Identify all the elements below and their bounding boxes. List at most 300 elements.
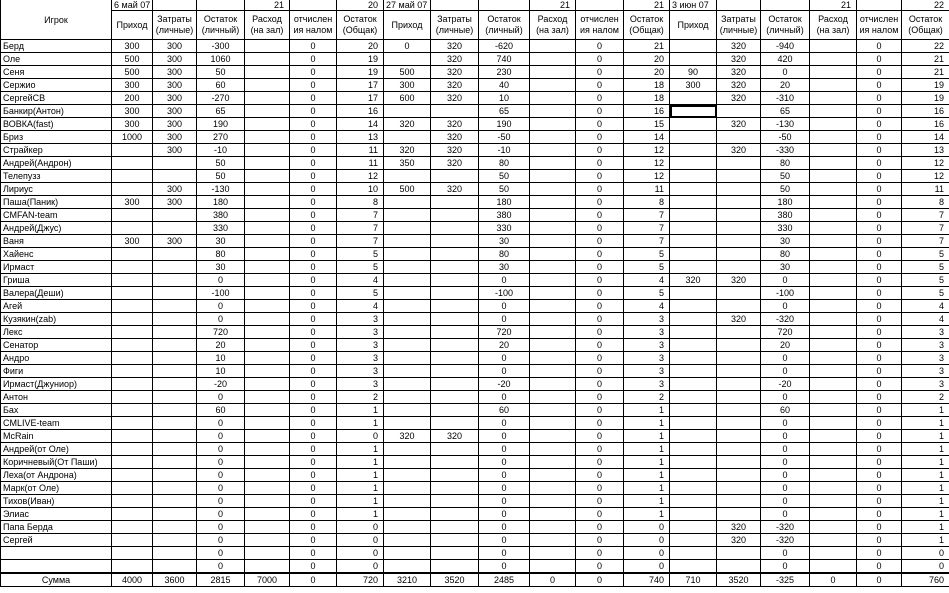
cell[interactable]: 1 xyxy=(624,469,670,482)
cell[interactable] xyxy=(717,469,761,482)
cell[interactable] xyxy=(112,339,153,352)
cell[interactable]: 300 xyxy=(153,118,197,131)
cell[interactable] xyxy=(431,222,479,235)
total-cell[interactable]: 2485 xyxy=(479,573,530,587)
cell[interactable] xyxy=(153,443,197,456)
cell[interactable] xyxy=(810,235,857,248)
cell[interactable] xyxy=(717,248,761,261)
header-cell[interactable] xyxy=(431,0,479,11)
header-cell[interactable] xyxy=(153,0,197,11)
cell[interactable]: 1 xyxy=(902,482,949,495)
cell[interactable]: 320 xyxy=(384,118,431,131)
cell[interactable] xyxy=(670,40,717,53)
cell[interactable]: 330 xyxy=(479,222,530,235)
cell[interactable]: 320 xyxy=(717,144,761,157)
cell[interactable] xyxy=(245,53,290,66)
cell[interactable]: -50 xyxy=(761,131,810,144)
cell[interactable]: 0 xyxy=(761,417,810,430)
cell[interactable]: 0 xyxy=(290,521,337,534)
cell[interactable] xyxy=(717,391,761,404)
cell[interactable] xyxy=(530,183,576,196)
cell[interactable]: 0 xyxy=(761,66,810,79)
cell[interactable]: 0 xyxy=(337,430,384,443)
cell[interactable]: 0 xyxy=(576,313,624,326)
cell[interactable]: 5 xyxy=(337,261,384,274)
cell[interactable] xyxy=(245,157,290,170)
cell[interactable]: 0 xyxy=(290,196,337,209)
cell[interactable] xyxy=(431,196,479,209)
cell[interactable] xyxy=(384,547,431,560)
cell[interactable]: -130 xyxy=(197,183,245,196)
cell[interactable] xyxy=(245,196,290,209)
cell[interactable]: 5 xyxy=(902,261,949,274)
cell[interactable]: 0 xyxy=(857,391,902,404)
player-name[interactable]: Телепузз xyxy=(1,170,112,183)
cell[interactable]: 0 xyxy=(761,391,810,404)
cell[interactable]: 8 xyxy=(624,196,670,209)
cell[interactable]: 320 xyxy=(717,53,761,66)
cell[interactable] xyxy=(384,378,431,391)
cell[interactable]: 320 xyxy=(384,430,431,443)
cell[interactable] xyxy=(384,391,431,404)
player-name[interactable]: Банкир(Антон) xyxy=(1,105,112,118)
cell[interactable] xyxy=(384,53,431,66)
cell[interactable] xyxy=(384,521,431,534)
player-name[interactable] xyxy=(1,560,112,574)
cell[interactable] xyxy=(431,417,479,430)
cell[interactable]: 3 xyxy=(902,352,949,365)
cell[interactable]: 0 xyxy=(290,235,337,248)
column-header[interactable]: Остаток (личный) xyxy=(197,11,245,40)
cell[interactable]: 0 xyxy=(761,365,810,378)
cell[interactable]: 0 xyxy=(197,443,245,456)
cell[interactable] xyxy=(670,248,717,261)
cell[interactable]: 0 xyxy=(576,560,624,574)
cell[interactable]: 300 xyxy=(153,79,197,92)
cell[interactable] xyxy=(530,430,576,443)
cell[interactable]: 0 xyxy=(857,313,902,326)
cell[interactable]: 0 xyxy=(479,391,530,404)
cell[interactable] xyxy=(153,378,197,391)
cell[interactable]: 14 xyxy=(337,118,384,131)
cell[interactable] xyxy=(431,495,479,508)
cell[interactable]: 0 xyxy=(857,378,902,391)
player-name[interactable]: Андро xyxy=(1,352,112,365)
cell[interactable]: 0 xyxy=(857,209,902,222)
cell[interactable]: 320 xyxy=(717,534,761,547)
cell[interactable]: 5 xyxy=(624,287,670,300)
cell[interactable] xyxy=(717,261,761,274)
column-header[interactable]: отчислен ия налом xyxy=(857,11,902,40)
cell[interactable] xyxy=(153,365,197,378)
cell[interactable] xyxy=(245,339,290,352)
cell[interactable] xyxy=(153,261,197,274)
cell[interactable]: 1060 xyxy=(197,53,245,66)
header-cell[interactable] xyxy=(290,0,337,11)
player-name[interactable]: Антон xyxy=(1,391,112,404)
player-name[interactable]: Берд xyxy=(1,40,112,53)
block-count-2[interactable]: 20 xyxy=(337,0,384,11)
cell[interactable]: 0 xyxy=(761,508,810,521)
cell[interactable]: 0 xyxy=(290,118,337,131)
cell[interactable]: 1 xyxy=(624,456,670,469)
cell[interactable]: 320 xyxy=(431,92,479,105)
cell[interactable] xyxy=(245,313,290,326)
cell[interactable] xyxy=(810,287,857,300)
cell[interactable] xyxy=(530,456,576,469)
cell[interactable]: 320 xyxy=(431,131,479,144)
cell[interactable]: 320 xyxy=(717,118,761,131)
cell[interactable]: 10 xyxy=(479,92,530,105)
cell[interactable] xyxy=(810,105,857,118)
cell[interactable]: -100 xyxy=(197,287,245,300)
cell[interactable] xyxy=(245,365,290,378)
cell[interactable]: 0 xyxy=(576,79,624,92)
cell[interactable] xyxy=(245,508,290,521)
cell[interactable]: 4 xyxy=(902,300,949,313)
cell[interactable] xyxy=(670,547,717,560)
cell[interactable]: 0 xyxy=(197,456,245,469)
cell[interactable] xyxy=(245,430,290,443)
cell[interactable] xyxy=(153,521,197,534)
player-name[interactable]: Коричневый(От Паши) xyxy=(1,456,112,469)
cell[interactable]: 0 xyxy=(761,456,810,469)
cell[interactable]: -270 xyxy=(197,92,245,105)
cell[interactable]: 1 xyxy=(337,508,384,521)
cell[interactable]: 0 xyxy=(857,274,902,287)
cell[interactable] xyxy=(530,287,576,300)
cell[interactable] xyxy=(245,222,290,235)
cell[interactable]: 0 xyxy=(290,274,337,287)
cell[interactable] xyxy=(153,157,197,170)
cell[interactable] xyxy=(384,248,431,261)
cell[interactable]: 0 xyxy=(479,521,530,534)
cell[interactable]: 12 xyxy=(902,157,949,170)
cell[interactable]: 0 xyxy=(624,547,670,560)
cell[interactable]: 50 xyxy=(761,183,810,196)
cell[interactable]: 500 xyxy=(112,66,153,79)
cell[interactable]: 380 xyxy=(197,209,245,222)
cell[interactable] xyxy=(530,157,576,170)
cell[interactable] xyxy=(431,339,479,352)
cell[interactable]: -330 xyxy=(761,144,810,157)
cell[interactable] xyxy=(530,53,576,66)
cell[interactable] xyxy=(384,560,431,574)
cell[interactable]: 0 xyxy=(197,300,245,313)
player-name[interactable]: Сенатор xyxy=(1,339,112,352)
cell[interactable] xyxy=(431,365,479,378)
total-cell[interactable]: 0 xyxy=(857,573,902,587)
cell[interactable]: 0 xyxy=(479,534,530,547)
cell[interactable] xyxy=(810,66,857,79)
cell[interactable] xyxy=(670,378,717,391)
cell[interactable]: 0 xyxy=(479,430,530,443)
cell[interactable]: 0 xyxy=(197,430,245,443)
cell[interactable]: 0 xyxy=(857,118,902,131)
cell[interactable]: 0 xyxy=(576,352,624,365)
cell[interactable]: 0 xyxy=(290,66,337,79)
cell[interactable]: 0 xyxy=(290,248,337,261)
cell[interactable] xyxy=(431,105,479,118)
cell[interactable]: 0 xyxy=(290,352,337,365)
cell[interactable]: 1 xyxy=(902,404,949,417)
player-name[interactable]: Лекс xyxy=(1,326,112,339)
cell[interactable]: 300 xyxy=(112,79,153,92)
cell[interactable]: 1 xyxy=(902,534,949,547)
cell[interactable] xyxy=(153,222,197,235)
cell[interactable]: 1 xyxy=(337,417,384,430)
cell[interactable]: 320 xyxy=(431,79,479,92)
cell[interactable]: 0 xyxy=(857,339,902,352)
cell[interactable]: 0 xyxy=(197,508,245,521)
cell[interactable]: 300 xyxy=(384,79,431,92)
player-name[interactable]: Сержио xyxy=(1,79,112,92)
cell[interactable]: 0 xyxy=(337,560,384,574)
cell[interactable]: 0 xyxy=(290,287,337,300)
cell[interactable]: 300 xyxy=(153,196,197,209)
header-cell[interactable] xyxy=(197,0,245,11)
cell[interactable] xyxy=(810,430,857,443)
player-name[interactable]: Лириус xyxy=(1,183,112,196)
cell[interactable]: 5 xyxy=(902,248,949,261)
cell[interactable]: 14 xyxy=(624,131,670,144)
cell[interactable]: 300 xyxy=(112,118,153,131)
cell[interactable] xyxy=(670,118,717,131)
cell[interactable] xyxy=(670,300,717,313)
cell[interactable]: 190 xyxy=(479,118,530,131)
cell[interactable] xyxy=(670,144,717,157)
player-name[interactable]: Ваня xyxy=(1,235,112,248)
cell[interactable]: 0 xyxy=(576,118,624,131)
cell[interactable]: 0 xyxy=(197,521,245,534)
cell[interactable]: 300 xyxy=(153,105,197,118)
cell[interactable] xyxy=(153,326,197,339)
cell[interactable]: 300 xyxy=(153,144,197,157)
cell[interactable]: 180 xyxy=(761,196,810,209)
cell[interactable]: 0 xyxy=(857,482,902,495)
cell[interactable] xyxy=(717,430,761,443)
cell[interactable]: 0 xyxy=(290,170,337,183)
cell[interactable]: 4 xyxy=(624,274,670,287)
cell[interactable] xyxy=(810,326,857,339)
cell[interactable]: 1 xyxy=(337,404,384,417)
cell[interactable] xyxy=(670,456,717,469)
cell[interactable] xyxy=(810,495,857,508)
cell[interactable] xyxy=(245,287,290,300)
cell[interactable] xyxy=(112,456,153,469)
cell[interactable] xyxy=(810,391,857,404)
cell[interactable]: 16 xyxy=(624,105,670,118)
cell[interactable]: 0 xyxy=(290,157,337,170)
total-label[interactable]: Сумма xyxy=(1,573,112,587)
cell[interactable]: 720 xyxy=(761,326,810,339)
cell[interactable]: 1 xyxy=(902,456,949,469)
cell[interactable] xyxy=(717,326,761,339)
cell[interactable] xyxy=(717,508,761,521)
cell[interactable]: 0 xyxy=(290,508,337,521)
cell[interactable]: -620 xyxy=(479,40,530,53)
cell[interactable]: 0 xyxy=(576,183,624,196)
cell[interactable]: 8 xyxy=(337,196,384,209)
cell[interactable] xyxy=(112,404,153,417)
cell[interactable] xyxy=(670,417,717,430)
cell[interactable]: -100 xyxy=(479,287,530,300)
cell[interactable]: 30 xyxy=(761,261,810,274)
cell[interactable]: 0 xyxy=(337,534,384,547)
cell[interactable]: 7 xyxy=(902,235,949,248)
cell[interactable]: 1 xyxy=(624,495,670,508)
cell[interactable]: 720 xyxy=(479,326,530,339)
cell[interactable]: 0 xyxy=(761,300,810,313)
cell[interactable] xyxy=(717,196,761,209)
cell[interactable] xyxy=(245,404,290,417)
cell[interactable]: 60 xyxy=(197,404,245,417)
cell[interactable]: 5 xyxy=(902,287,949,300)
cell[interactable]: 1 xyxy=(624,482,670,495)
cell[interactable]: 1 xyxy=(902,521,949,534)
cell[interactable] xyxy=(384,469,431,482)
cell[interactable] xyxy=(384,222,431,235)
cell[interactable]: 30 xyxy=(197,235,245,248)
cell[interactable]: 5 xyxy=(624,261,670,274)
cell[interactable] xyxy=(670,469,717,482)
cell[interactable]: 230 xyxy=(479,66,530,79)
cell[interactable]: 8 xyxy=(902,196,949,209)
cell[interactable] xyxy=(153,391,197,404)
cell[interactable]: 3 xyxy=(902,326,949,339)
cell[interactable]: 4 xyxy=(624,300,670,313)
cell[interactable]: 0 xyxy=(857,261,902,274)
cell[interactable]: 3 xyxy=(337,365,384,378)
cell[interactable]: 0 xyxy=(479,495,530,508)
cell[interactable]: 0 xyxy=(576,482,624,495)
cell[interactable]: 1 xyxy=(902,495,949,508)
player-name[interactable]: Андрей(Андрон) xyxy=(1,157,112,170)
cell[interactable]: 4 xyxy=(337,274,384,287)
cell[interactable] xyxy=(153,430,197,443)
cell[interactable]: 350 xyxy=(384,157,431,170)
cell[interactable] xyxy=(153,209,197,222)
cell[interactable]: -310 xyxy=(761,92,810,105)
cell[interactable]: 65 xyxy=(479,105,530,118)
cell[interactable]: 1 xyxy=(624,430,670,443)
cell[interactable]: 19 xyxy=(337,53,384,66)
cell[interactable] xyxy=(530,196,576,209)
cell[interactable]: 0 xyxy=(857,521,902,534)
cell[interactable] xyxy=(717,105,761,118)
cell[interactable]: 0 xyxy=(337,521,384,534)
cell[interactable]: 30 xyxy=(761,235,810,248)
cell[interactable] xyxy=(153,482,197,495)
cell[interactable]: 60 xyxy=(479,404,530,417)
cell[interactable] xyxy=(530,417,576,430)
cell[interactable] xyxy=(530,521,576,534)
cell[interactable] xyxy=(153,417,197,430)
cell[interactable]: 0 xyxy=(576,339,624,352)
cell[interactable]: 0 xyxy=(857,66,902,79)
cell[interactable]: 90 xyxy=(670,66,717,79)
cell[interactable]: 19 xyxy=(337,66,384,79)
cell[interactable]: 0 xyxy=(857,326,902,339)
player-name[interactable]: Сергей xyxy=(1,534,112,547)
total-cell[interactable]: 3210 xyxy=(384,573,431,587)
cell[interactable] xyxy=(112,482,153,495)
cell[interactable] xyxy=(153,248,197,261)
cell[interactable] xyxy=(670,105,717,118)
cell[interactable]: 11 xyxy=(624,183,670,196)
cell[interactable] xyxy=(810,300,857,313)
cell[interactable] xyxy=(810,144,857,157)
cell[interactable]: 0 xyxy=(857,443,902,456)
cell[interactable]: 1 xyxy=(902,469,949,482)
cell[interactable] xyxy=(717,339,761,352)
cell[interactable] xyxy=(384,170,431,183)
cell[interactable] xyxy=(431,170,479,183)
cell[interactable]: 20 xyxy=(761,79,810,92)
cell[interactable]: 12 xyxy=(902,170,949,183)
cell[interactable]: 0 xyxy=(384,40,431,53)
block-count-2[interactable]: 22 xyxy=(902,0,949,11)
cell[interactable]: 3 xyxy=(624,365,670,378)
cell[interactable]: 0 xyxy=(479,469,530,482)
cell[interactable]: 16 xyxy=(902,105,949,118)
cell[interactable] xyxy=(810,79,857,92)
cell[interactable]: 0 xyxy=(576,287,624,300)
cell[interactable]: 0 xyxy=(857,235,902,248)
cell[interactable]: 300 xyxy=(153,131,197,144)
cell[interactable]: 20 xyxy=(479,339,530,352)
total-cell[interactable]: 0 xyxy=(530,573,576,587)
cell[interactable]: 0 xyxy=(290,365,337,378)
cell[interactable] xyxy=(717,365,761,378)
cell[interactable]: 0 xyxy=(857,534,902,547)
cell[interactable]: 300 xyxy=(153,53,197,66)
cell[interactable]: -300 xyxy=(197,40,245,53)
cell[interactable] xyxy=(810,274,857,287)
cell[interactable] xyxy=(245,456,290,469)
cell[interactable]: 330 xyxy=(761,222,810,235)
cell[interactable] xyxy=(384,274,431,287)
cell[interactable]: 10 xyxy=(197,352,245,365)
cell[interactable]: 1 xyxy=(902,417,949,430)
cell[interactable]: -130 xyxy=(761,118,810,131)
cell[interactable]: 320 xyxy=(384,144,431,157)
cell[interactable]: 320 xyxy=(717,274,761,287)
cell[interactable]: 320 xyxy=(717,92,761,105)
cell[interactable]: 0 xyxy=(576,66,624,79)
cell[interactable]: 0 xyxy=(576,40,624,53)
cell[interactable] xyxy=(112,183,153,196)
cell[interactable] xyxy=(810,222,857,235)
cell[interactable] xyxy=(384,365,431,378)
cell[interactable]: 320 xyxy=(431,144,479,157)
cell[interactable]: 0 xyxy=(576,222,624,235)
cell[interactable] xyxy=(670,92,717,105)
cell[interactable] xyxy=(153,339,197,352)
cell[interactable]: 0 xyxy=(197,469,245,482)
cell[interactable] xyxy=(112,222,153,235)
cell[interactable]: 3 xyxy=(902,339,949,352)
cell[interactable] xyxy=(670,404,717,417)
cell[interactable]: 0 xyxy=(576,521,624,534)
cell[interactable]: 0 xyxy=(576,105,624,118)
cell[interactable] xyxy=(112,274,153,287)
cell[interactable] xyxy=(384,482,431,495)
header-player[interactable]: Игрок xyxy=(1,0,112,40)
cell[interactable] xyxy=(530,274,576,287)
cell[interactable]: 300 xyxy=(153,92,197,105)
cell[interactable] xyxy=(670,443,717,456)
